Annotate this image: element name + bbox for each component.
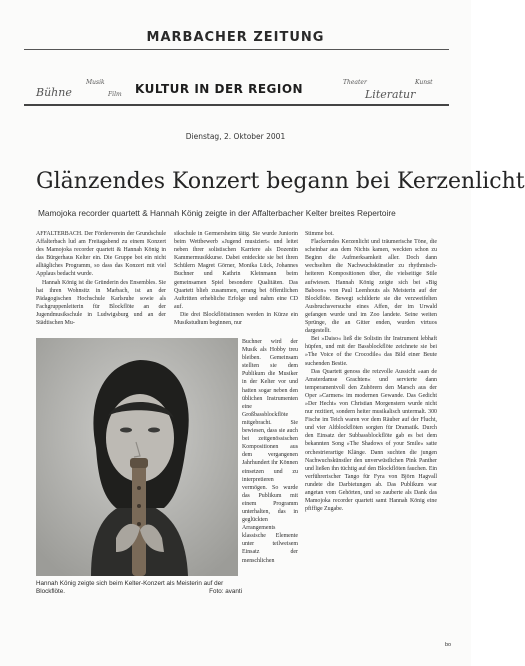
article-photo: [36, 338, 238, 576]
section-rule: [24, 104, 449, 106]
column-3-paragraph: Bei »Daiso« ließ die Solistin ihr Instrument lebhaft hüpfen, und mit der Bassblockflöte zeichnete sie bei »The Voice of the Crocodile« das Bild einer Beute suchenden Bestie.: [305, 336, 437, 367]
section-title: KULTUR IN DER REGION: [135, 82, 304, 96]
article-subhead: Mamojoka recorder quartett & Hannah König zeigte in der Affalterbacher Kelter breites Repertoire: [38, 208, 396, 218]
column-3-paragraph: Das Quartett genoss die reizvolle Aussicht »aan de Amsterdamse Grachten« und servierte dann temperamentvoll den Zuhörern den Marsch aus der Oper »Carmen« im modernen Gewande. Das Gedicht »Der Hecht« von Christian Morgenstern wurde nicht nur rezitiert, sondern heiter musikalisch untermalt. 300 Fische im Teich waren vor dem Räuber auf der Flucht, und vier Altblockflöten sorgten für Dramatik. Durch den Einsatz der Subbassblockflöte gab es bei dem bekannten Song »The Shadows of your Smile« satte orchestrierartige Klänge. Dann suchten die jungen Nachwuchskünstler den unverwüstlichen Pink Panther und ließen ihn tüchtig auf den Blockflöten fauchen. Ein verführerischer Tango für Fyra von Björn Hagvall rundete die Darbietungen ab. Das Publikum war angetan vom Gehörten, und so zauberte als Dank das Mamojoka recorder quartett samt Hannah König eine pfiffige Zugabe.: [305, 368, 437, 513]
publication-date: Dienstag, 2. Oktober 2001: [185, 132, 286, 141]
column-3-paragraph: Stimme bot.: [305, 231, 334, 237]
section-tag-literatur: Literatur: [365, 88, 416, 101]
section-tag-kunst: Kunst: [415, 79, 433, 86]
column-1-paragraph: AFFALTERBACH. Der Förderverein der Grundschule Affalterbach lud am Freitagabend zu einem Konzert des Mamojoka recorder quartett & Hannah König in das Bürgerhaus Kelter ein. Die Gruppe bot ein nicht alltägliches Programm, so dass das Konzert mit viel Applaus bedacht wurde.: [36, 231, 166, 278]
article-column-1: [36, 230, 166, 327]
photo-credit: Foto: avanti: [209, 588, 242, 596]
section-tag-buehne: Bühne: [36, 86, 72, 99]
column-2-paragraph: sikschule in Germersheim tätig. Sie wurde Juniorin beim Wettbewerb »Jugend musiziert« und leitet neben ihrer solistischen Karriere als Dozentin Kammermusikkurse. Dabei entdeckte sie bei ihren Schülern Magret Görner, Monika Lück, Johannes Buchner und Kathrin Kleinmann beim gemeinsamen Spiel besondere Qualitäten. Das Quartett blieb zusammen, errang bei öffentlichen Auftritten erhebliche Erfolge und nahm eine CD auf.: [174, 231, 298, 310]
column-2-float-text: Buchner wird der Musik als Hobby treu bleiben. Gemeinsam stellten sie dem Publikum die Musiker in der Kelter vor und hatten sogar neben den üblichen Instrumenten eine Großbassblockflöte mitgebracht. Sie bewiesen, dass sie auch bei zeitgenössischen Kompositionen aus dem vergangenen Jahrhundert ihr Können einsetzen und zu interpretieren vermögen. So wurde das Publikum mit einem Programm unterhalten, das in geglückten Arrangements klassische Elemente unter teilweisem Einsatz der menschlichen: [242, 339, 298, 564]
section-tag-theater: Theater: [343, 79, 367, 86]
photo-caption: [36, 580, 242, 597]
author-initials: bo: [445, 642, 452, 648]
section-tag-film: Film: [108, 91, 122, 98]
article-column-2: [174, 230, 298, 327]
article-column-3: [305, 230, 437, 513]
masthead: MARBACHER ZEITUNG: [146, 30, 325, 45]
column-1-paragraph: Hannah König ist die Gründerin des Ensembles. Sie hat ihren Wohnsitz in Marbach, ist an der Pädagogischen Hochschule Karlsruhe sowie als Fachgruppenleiterin für Blockflöte an der Jugendmusikschule in Ludwigsburg und an der Städtischen Mu-: [36, 279, 166, 327]
article-headline: Glänzendes Konzert begann bei Kerzenlicht: [36, 169, 525, 194]
masthead-rule: [24, 49, 449, 50]
article-column-2-float: [242, 338, 298, 565]
photo-caption-text: Hannah König zeigte sich beim Kelter-Konzert als Meisterin auf der Blockflöte.: [36, 580, 224, 596]
column-3-paragraph: Flackerndes Kerzenlicht und träumerische Töne, die scheinbar aus dem Nichts kamen, weckten schon zu Beginn die Aufmerksamkeit aller. Doch dann wechselten die Nachwuchskünstler zu rhythmisch-heiteren Kompositionen über, die vielseitige Stile aufwiesen. Hannah König zeigte sich bei »Big Baboon« von Paul Leenhouts als Meisterin auf der Blockflöte. Bewegt schilderte sie die verzweifelten Ausbruchsversuche eines Affen, der im Urwald gefangen wurde und im Zoo landete. Seine weiten Sprünge, die an Gitter enden, wurden virtuos dargestellt.: [305, 239, 437, 335]
photo-portrait: [36, 338, 238, 576]
section-tag-musik: Musik: [86, 79, 105, 86]
column-2-paragraph: Die drei Blockflötistinnen werden in Kürze ein Musikstudium beginnen, nur: [174, 311, 298, 327]
